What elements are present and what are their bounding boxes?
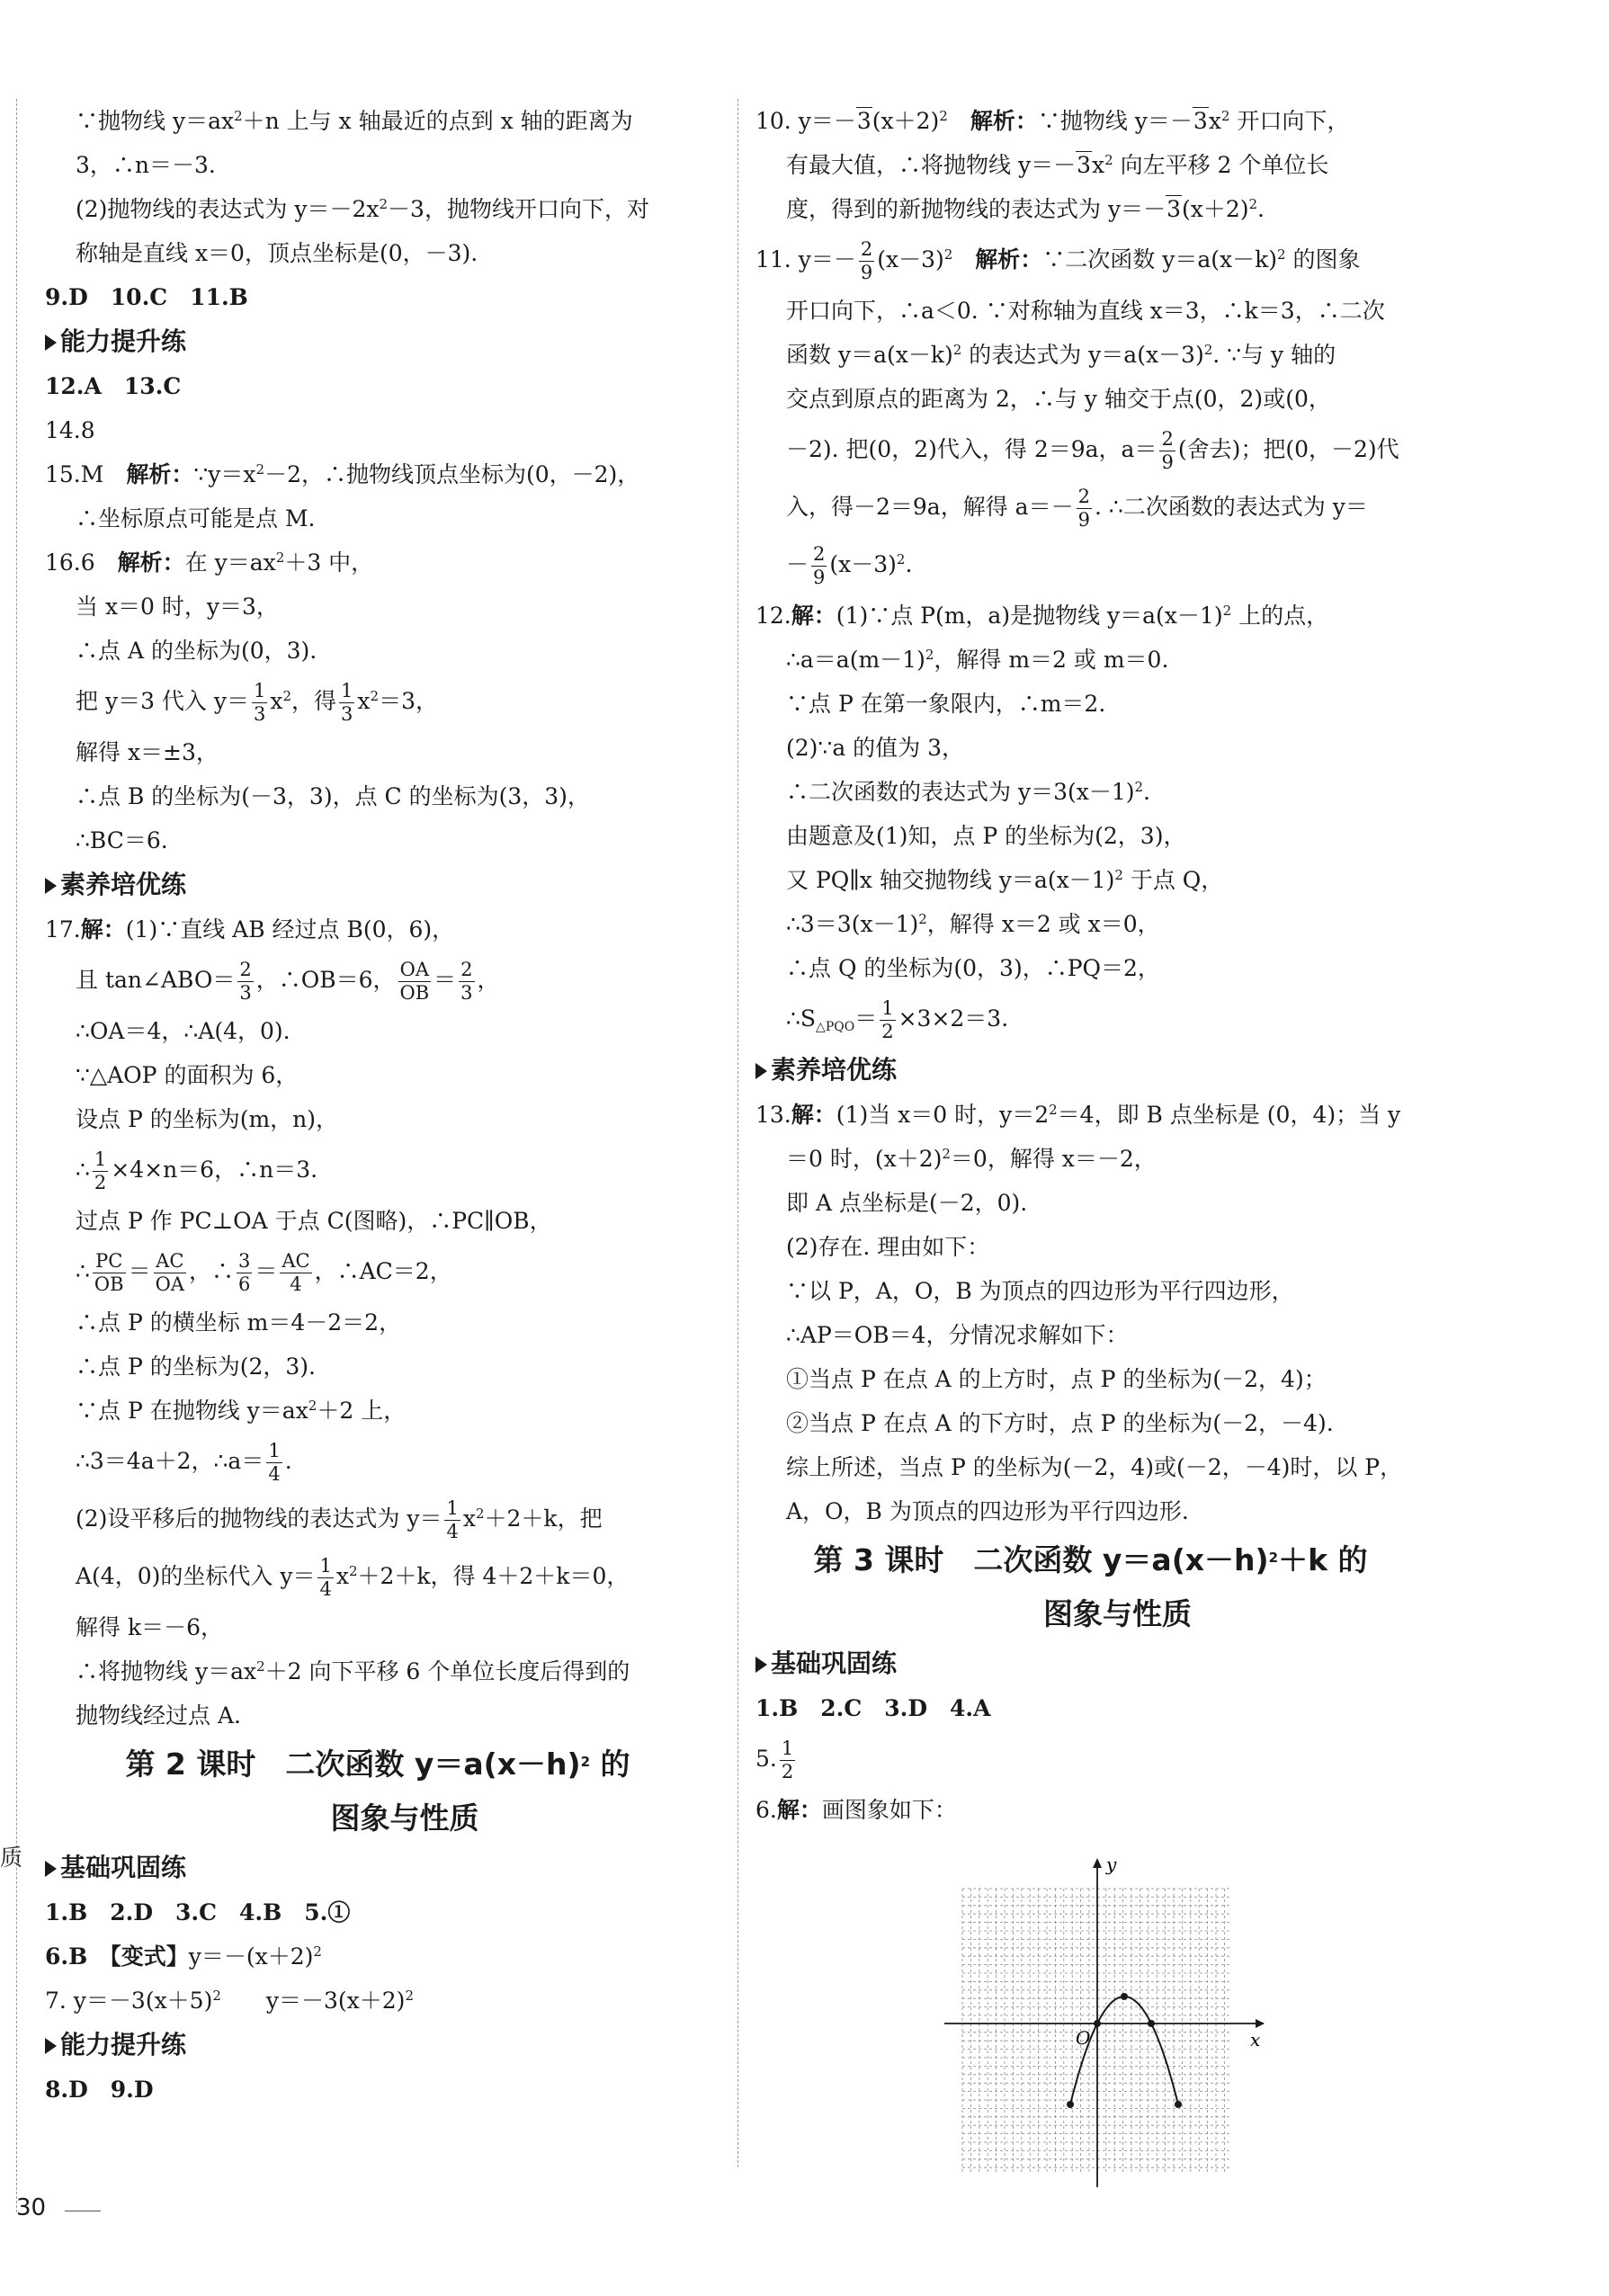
answer-line: 15.M 解析：$\because y=x^2-2$，∴抛物线顶点坐标为(0，－2)，: [45, 461, 640, 487]
parabola-curve: [1070, 1997, 1178, 2104]
answer-line: 5. $\frac{1}{2}$: [755, 1738, 794, 1782]
fraction: $\frac{1}{4}$: [268, 1440, 281, 1485]
answer-line: 11. y＝－ $\frac{2}{9}$ $(x-3)^2$ 解析：∵二次函数 $y=a(x-k)^2$ 的图象: [755, 238, 1361, 283]
text-line: 过点 P 作 PC⊥OA 于点 C(图略)，∴PC∥OB，: [76, 1208, 552, 1234]
lesson-title: 第 2 课时 二次函数 $y=a(x-h)^2$ 的: [125, 1747, 630, 1782]
text-line: ∴3＝4a＋2，∴a＝ $\frac{1}{4}$ .: [76, 1440, 292, 1485]
margin-fragment: 质: [0, 1845, 23, 1871]
plotted-points: [1067, 1993, 1182, 2108]
text-line: ∴点 A 的坐标为(0，3).: [76, 638, 317, 664]
text-line: ∴点 B 的坐标为(－3，3)，点 C 的坐标为(3，3)，: [76, 783, 590, 809]
text-line: A，O，B 为顶点的四边形为平行四边形.: [786, 1498, 1189, 1524]
text-line: ∴点 Q 的坐标为(0，3)，∴PQ＝2，: [786, 955, 1160, 981]
text-line: 抛物线经过点 A.: [76, 1702, 241, 1729]
text-line: ∴ $\frac{PC}{OB}$ ＝ $\frac{AC}{OA}$ ，∴ $\frac{3}{6}$ ＝ $\frac{AC}{4}$ ，∴AC＝2，: [76, 1250, 452, 1295]
text-line: ＝0 时，$(x+2)^2=0$，解得 x＝－2，: [786, 1146, 1157, 1172]
triangle-marker-icon: [45, 878, 57, 894]
fraction: $\frac{2}{9}$: [813, 543, 826, 588]
fraction: $\frac{AC}{OA}$: [155, 1250, 184, 1295]
text-line: 度，得到的新抛物线的表达式为 $y=-3(x+2)^2$.: [786, 196, 1265, 222]
text-line: (2)存在. 理由如下：: [786, 1234, 990, 1260]
text-line: 函数 $y=a(x-k)^2$ 的表达式为 $y=a(x-3)^2$. ∵与 y 轴的: [786, 342, 1336, 368]
lesson-title-line2: 图象与性质: [330, 1800, 479, 1836]
section-heading: 基础巩固练: [755, 1641, 1426, 1686]
fraction: $\frac{2}{9}$: [1161, 428, 1174, 473]
right-column: [755, 99, 1426, 1832]
plotted-point: [1148, 2020, 1155, 2027]
answer-line: 6.解：画图象如下：: [755, 1797, 957, 1823]
x-axis-label: x: [1250, 2029, 1261, 2050]
text-line: (2)∵a 的值为 3，: [786, 735, 965, 761]
text-line: ∴ $\frac{1}{2}$ ×4×n＝6，∴n＝3.: [76, 1148, 318, 1193]
triangle-marker-icon: [755, 1657, 767, 1673]
triangle-marker-icon: [45, 335, 57, 351]
text-line: 称轴是直线 x＝0，顶点坐标是(0，－3).: [76, 240, 478, 266]
answer-line: 13.解：(1)当 x＝0 时，$y=2^2=4$，即 B 点坐标是 (0，4)；当 y: [755, 1102, 1401, 1128]
text-line: 且 tan∠ABO＝ $\frac{2}{3}$ ，∴OB＝6， $\frac{OA}{OB}$ ＝ $\frac{2}{3}$ ，: [76, 959, 500, 1004]
text-line: $\therefore S_{\triangle PQO}=$ $\frac{1}{2}$ ×3×2＝3.: [786, 997, 1009, 1042]
fraction: $\frac{1}{4}$: [446, 1497, 459, 1542]
answer-line: 9.D 10.C 11.B: [45, 284, 248, 310]
fraction: $\frac{2}{9}$: [1077, 486, 1090, 531]
page-number: 30: [16, 2194, 47, 2221]
text-line: 开口向下，∴a＜0. ∵对称轴为直线 x＝3，∴k＝3，∴二次: [786, 298, 1385, 324]
text-line: (2)抛物线的表达式为 $y=-2x^2-3$，抛物线开口向下，对: [76, 196, 649, 222]
section-heading: 素养培优练: [45, 862, 711, 907]
y-axis-arrow: [1093, 1858, 1102, 1868]
text-line: ∴OA＝4，∴A(4，0).: [76, 1018, 291, 1044]
text-line: ∵以 P，A，O，B 为顶点的四边形为平行四边形，: [786, 1278, 1294, 1304]
text-line: ∴点 P 的坐标为(2，3).: [76, 1353, 316, 1380]
answer-line: 17.解：(1)∵直线 AB 经过点 B(0，6)，: [45, 916, 455, 943]
text-line: 又 PQ∥x 轴交抛物线 $y=a(x-1)^2$ 于点 Q，: [786, 867, 1224, 893]
text-line: 解得 k＝－6，: [76, 1614, 224, 1640]
text-line: 即 A 点坐标是(－2，0).: [786, 1190, 1028, 1216]
text-line: 设点 P 的坐标为(m，n)，: [76, 1106, 339, 1132]
fraction: $\frac{1}{3}$: [341, 680, 353, 725]
plotted-point: [1121, 1993, 1128, 2000]
answer-line: 16.6 解析：在 $y=ax^2+3$ 中，: [45, 549, 374, 576]
text-line: ∴二次函数的表达式为 $y=3(x-1)^2$.: [786, 779, 1150, 805]
text-line: 3，∴n＝－3.: [76, 152, 216, 178]
text-line: 由题意及(1)知，点 P 的坐标为(2，3)，: [786, 823, 1186, 849]
text-line: ∴AP＝OB＝4，分情况求解如下：: [786, 1322, 1129, 1348]
answer-line: 8.D 9.D: [45, 2077, 154, 2103]
text-line: 交点到原点的距离为 2，∴与 y 轴交于点(0，2)或(0，: [786, 386, 1331, 412]
fraction: $\frac{1}{4}$: [319, 1555, 332, 1600]
answer-line: 6.B 【变式】$y=-(x+2)^2$: [45, 1943, 322, 1970]
answer-line: 10. $y=-3(x+2)^2$ 解析：∵抛物线 $y=-3x^2$ 开口向下，: [755, 108, 1350, 134]
section-heading: 基础巩固练: [45, 1845, 711, 1890]
left-column: [45, 99, 711, 2112]
triangle-marker-icon: [755, 1063, 767, 1079]
text-line: ②当点 P 在点 A 的下方时，点 P 的坐标为(－2，－4).: [786, 1410, 1334, 1436]
origin-label: O: [1076, 2027, 1091, 2049]
text-line: $\therefore a=a(m-1)^2$，解得 m＝2 或 m＝0.: [786, 647, 1169, 673]
fraction: $\frac{1}{2}$: [94, 1148, 107, 1193]
x-axis-arrow: [1256, 2019, 1265, 2028]
text-line: 把 y＝3 代入 y＝ $\frac{1}{3}$ $x^2$，得 $\frac{1}{3}$ $x^2=3$，: [76, 680, 438, 725]
text-line: ∴BC＝6.: [76, 827, 168, 853]
text-line: 解得 x＝±3，: [76, 739, 219, 765]
fraction: $\frac{OA}{OB}$: [399, 959, 430, 1004]
text-line: － $\frac{2}{9}$ $(x-3)^2$.: [786, 543, 913, 588]
text-line: ∴将抛物线 $y=ax^2+2$ 向下平移 6 个单位长度后得到的: [76, 1658, 630, 1684]
text-line: ∵△AOP 的面积为 6，: [76, 1062, 299, 1088]
text-line: ∵抛物线 $y=ax^2+n$ 上与 x 轴最近的点到 x 轴的距离为: [76, 108, 633, 134]
answer-line: 1.B 2.C 3.D 4.A: [755, 1695, 991, 1721]
answer-line: 7. $y=-3(x+5)^2$ $y=-3(x+2)^2$: [45, 1988, 414, 2014]
section-heading: 素养培优练: [755, 1048, 1426, 1093]
fraction: $\frac{1}{2}$: [881, 997, 894, 1042]
answer-line: 14.8: [45, 417, 95, 443]
plotted-point: [1175, 2101, 1182, 2108]
text-line: 当 x＝0 时，y＝3，: [76, 594, 279, 620]
y-axis-label: y: [1106, 1854, 1117, 1875]
triangle-marker-icon: [45, 1861, 57, 1877]
text-line: ∴坐标原点可能是点 M.: [76, 505, 316, 532]
text-line: ①当点 P 在点 A 的上方时，点 P 的坐标为(－2，4)；: [786, 1366, 1327, 1392]
answer-line: 12.A 13.C: [45, 373, 182, 399]
fraction: $\frac{2}{9}$: [860, 238, 873, 283]
answer-line: 1.B 2.D 3.C 4.B 5.①: [45, 1899, 351, 1925]
text-line: ∵点 P 在第一象限内，∴m＝2.: [786, 691, 1106, 717]
fraction: $\frac{1}{2}$: [781, 1738, 794, 1782]
text-line: ∴点 P 的横坐标 m＝4－2＝2，: [76, 1309, 402, 1336]
text-line: 有最大值，∴将抛物线 $y=-3x^2$ 向左平移 2 个单位长: [786, 152, 1329, 178]
fraction: $\frac{3}{6}$: [237, 1250, 251, 1295]
lesson-title: 第 3 课时 二次函数 $y=a(x-h)^2+k$ 的: [813, 1542, 1368, 1577]
plotted-point: [1067, 2101, 1074, 2108]
text-line: $\therefore 3=3(x-1)^2$，解得 x＝2 或 x＝0，: [786, 911, 1160, 937]
text-line: 入，得－2＝9a，解得 a＝－ $\frac{2}{9}$ . ∴二次函数的表达式为 y＝: [786, 486, 1368, 531]
text-line: (2)设平移后的抛物线的表达式为 y＝ $\frac{1}{4}$ $x^2+2+k$，把: [76, 1497, 603, 1542]
lesson-title-line2: 图象与性质: [1043, 1596, 1192, 1631]
answer-line: 12.解：(1)∵点 P(m，a)是抛物线 $y=a(x-1)^2$ 上的点，: [755, 603, 1329, 629]
text-line: A(4，0)的坐标代入 y＝ $\frac{1}{4}$ $x^2+2+k$，得 4＋2＋k＝0，: [76, 1555, 630, 1600]
axes: [944, 1854, 1265, 2187]
parabola-graph: [944, 1853, 1268, 2194]
fraction: $\frac{1}{3}$: [254, 680, 266, 725]
text-line: ∵点 P 在抛物线 $y=ax^2+2$ 上，: [76, 1398, 407, 1424]
text-line: 综上所述，当点 P 的坐标为(－2，4)或(－2，－4)时，以 P，: [786, 1454, 1403, 1480]
fraction: $\frac{PC}{OB}$: [94, 1250, 124, 1295]
plotted-point: [1094, 2020, 1101, 2027]
fraction: $\frac{AC}{4}$: [282, 1250, 310, 1295]
section-heading: 能力提升练: [45, 2023, 711, 2068]
fraction: $\frac{2}{3}$: [460, 959, 473, 1004]
column-divider: [737, 99, 738, 2167]
triangle-marker-icon: [45, 2038, 57, 2054]
fraction: $\frac{2}{3}$: [239, 959, 252, 1004]
binding-margin-line: [16, 99, 17, 2212]
text-line: －2). 把(0，2)代入，得 2＝9a，a＝ $\frac{2}{9}$ (舍去)；把(0，－2)代: [786, 428, 1399, 473]
section-heading: 能力提升练: [45, 319, 711, 364]
